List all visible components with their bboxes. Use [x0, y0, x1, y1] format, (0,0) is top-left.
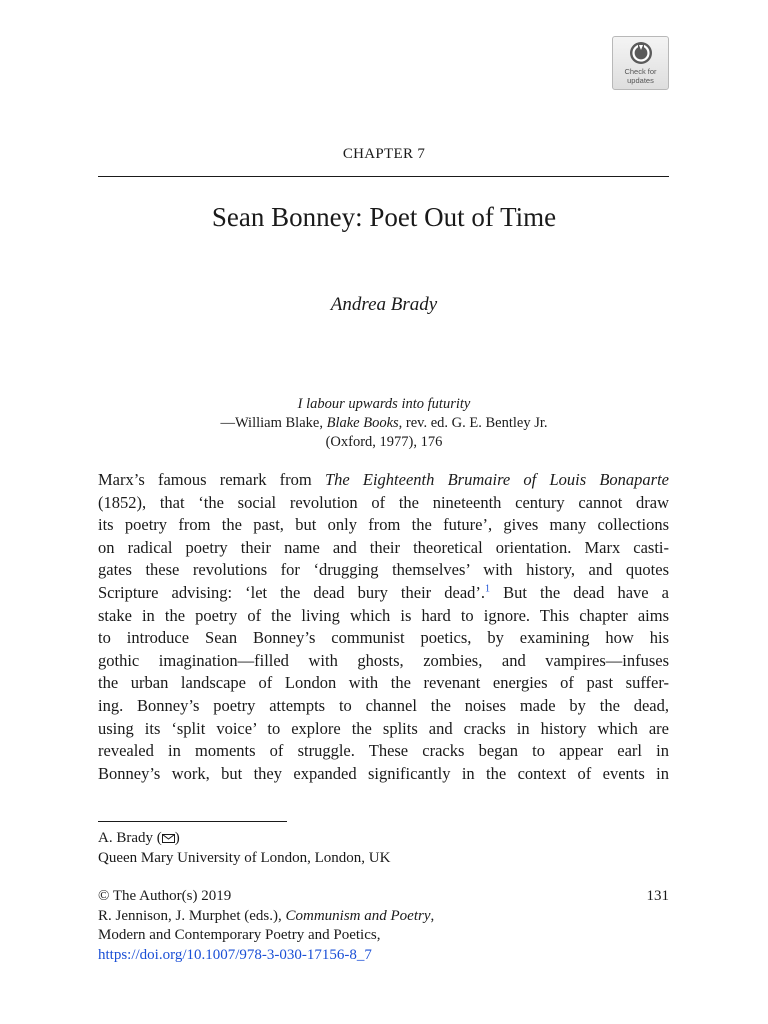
epigraph-source: (Oxford, 1977), 176 — [325, 434, 443, 450]
body-line: (1852), that ‘the social revolution of the nineteenth century cannot draw — [98, 492, 669, 512]
book-citation: R. Jennison, J. Murphet (eds.), Communism and Poetry, — [98, 907, 435, 924]
epigraph — [150, 395, 618, 452]
body-line: gates these revolutions for ‘drugging themselves’ with history, and quotes — [98, 560, 669, 580]
copyright-line: © The Author(s) 2019 — [98, 888, 232, 904]
envelope-icon[interactable] — [162, 834, 175, 843]
check-for-updates-icon — [629, 41, 653, 65]
affiliation-name: A. Brady ( ) — [98, 830, 180, 846]
epigraph-attribution: —William Blake, Blake Books, rev. ed. G. E. Bentley Jr. — [220, 415, 548, 431]
affiliation-institution: Queen Mary University of London, London, UK — [98, 849, 391, 866]
body-line: stake in the poetry of the living which is hard to ignore. This chapter aims — [98, 605, 669, 625]
footnote-ref-1[interactable]: 1 — [485, 583, 491, 595]
body-line: revealed in moments of struggle. These cracks began to appear earl in — [98, 741, 669, 761]
badge-label-line1: Check for — [624, 67, 657, 76]
author-affiliation — [98, 829, 390, 868]
body-line: ing. Bonney’s poetry attempts to channel the noises made by the dead, — [98, 695, 669, 715]
body-line: to introduce Sean Bonney’s communist poetics, by examining how his — [98, 628, 669, 648]
body-line: on radical poetry their name and their theoretical orientation. Marx casti- — [98, 537, 669, 557]
copyright-block — [98, 887, 434, 965]
epigraph-quote: I labour upwards into futurity — [297, 396, 471, 412]
badge-label-line2: updates — [627, 75, 654, 85]
series-name: Modern and Contemporary Poetry and Poetics, — [98, 927, 381, 943]
chapter-title: Sean Bonney: Poet Out of Time — [211, 202, 557, 232]
body-line: Scripture advising: ‘let the dead bury their dead’.$^1$ But the dead have a — [98, 582, 669, 602]
chapter-label: CHAPTER 7 — [342, 146, 426, 162]
body-line: Marx’s famous remark from The Eighteenth Brumaire of Louis Bonaparte — [98, 470, 669, 489]
body-line: gothic imagination—filled with ghosts, zombies, and vampires—infuses — [98, 650, 669, 670]
body-line: the urban landscape of London with the revenant energies of past suffer- — [98, 673, 669, 693]
chapter-rule — [98, 176, 669, 177]
doi-link[interactable]: https://doi.org/10.1007/978-3-030-17156-8_7 — [98, 946, 372, 963]
check-for-updates-badge[interactable] — [612, 36, 669, 90]
body-line: its poetry from the past, but only from the future’, gives many collections — [98, 515, 669, 535]
author-name: Andrea Brady — [330, 294, 438, 315]
page-number: 131 — [646, 888, 669, 904]
footnote-rule — [98, 821, 287, 822]
body-paragraph — [98, 469, 669, 785]
body-line: Bonney’s work, but they expanded significantly in the context of events in — [98, 763, 669, 783]
body-line: using its ‘split voice’ to explore the splits and cracks in history which are — [98, 718, 669, 738]
